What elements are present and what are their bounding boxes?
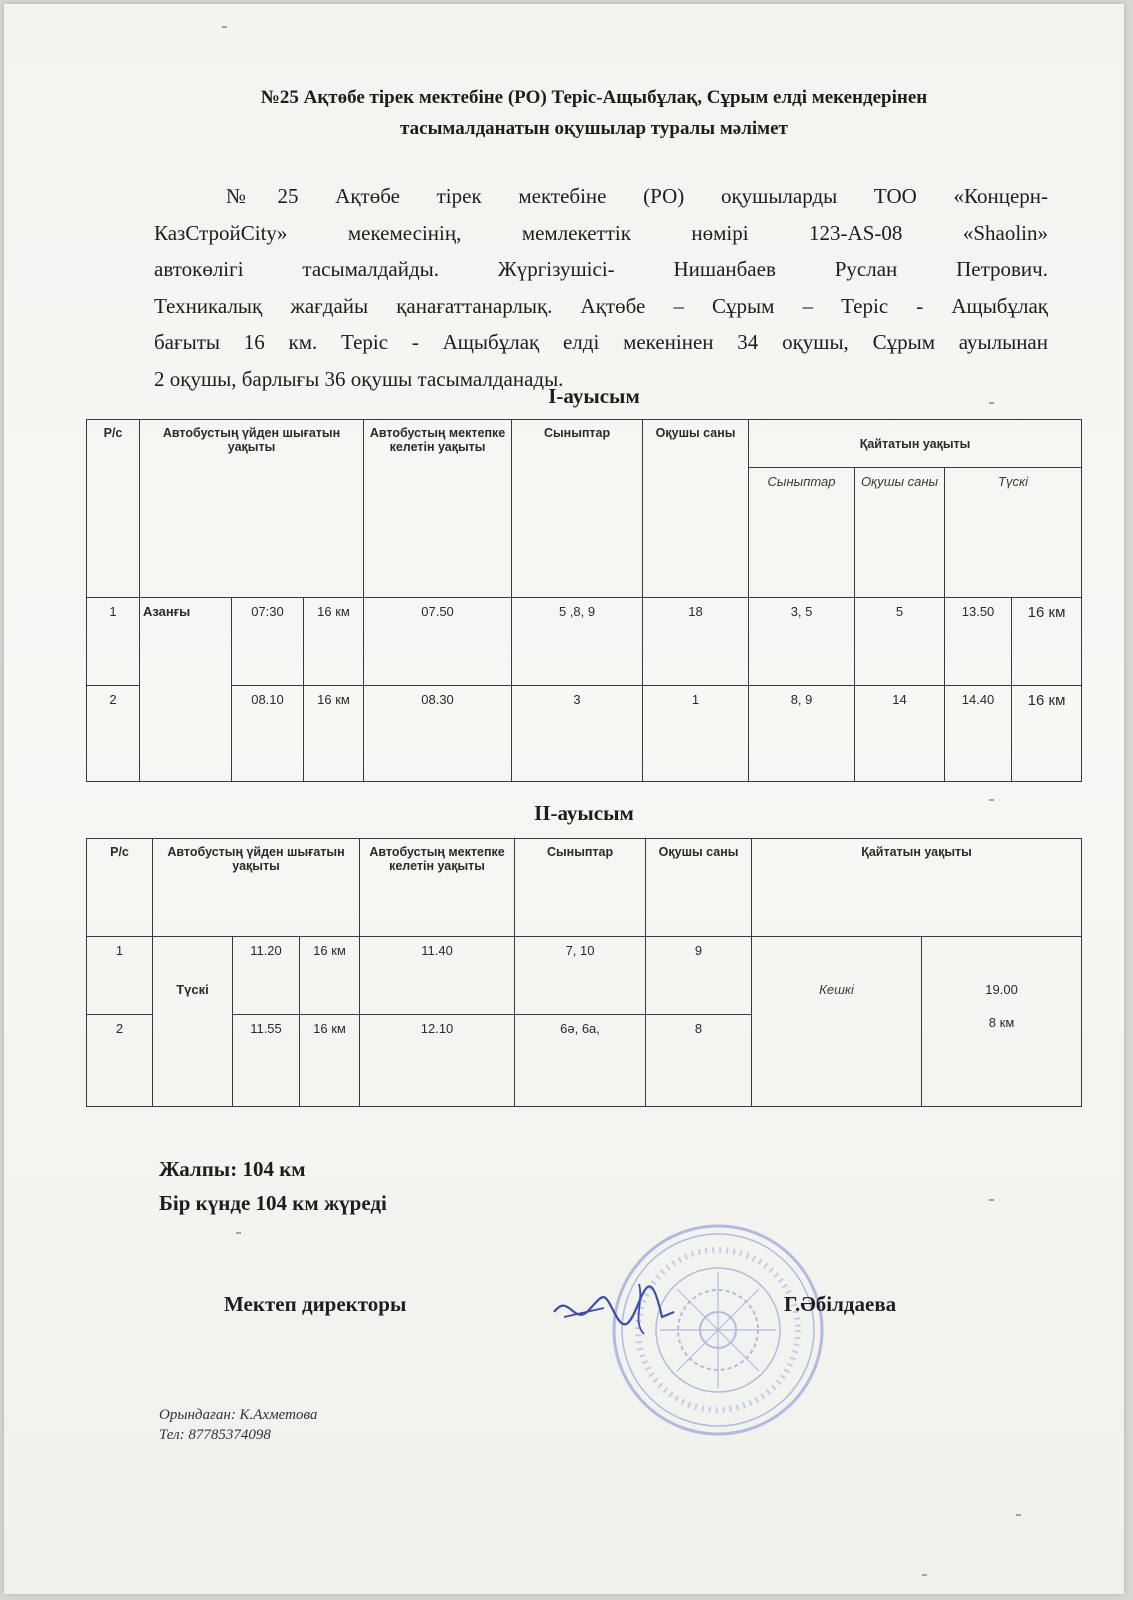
header-arrival: Автобустың мектепке келетін уақыты [360, 839, 515, 937]
cell-num: 2 [87, 1015, 153, 1107]
scan-speck [989, 1199, 994, 1201]
cell-return-count: 14 [855, 686, 945, 782]
title-line-1: №25 Ақтөбе тірек мектебіне (РО) Теріс-Ащыбұлақ, Сұрым елді мекендерінен [260, 87, 928, 108]
header-num: Р/с [87, 839, 153, 937]
scan-speck [922, 1574, 927, 1576]
cell-count: 9 [646, 937, 752, 1015]
cell-num: 2 [87, 686, 140, 782]
cell-period: Түскі [153, 937, 233, 1107]
cell-return-dist: 16 км [1012, 598, 1082, 686]
cell-grades: 3 [512, 686, 643, 782]
scan-speck [236, 1232, 241, 1234]
return-time-value: 19.00 [985, 982, 1018, 997]
header-return: Қайтатын уақыты [749, 420, 1082, 468]
header-return: Қайтатын уақыты [752, 839, 1082, 937]
shift1-table [86, 419, 1082, 782]
handwritten-signature-icon [544, 1272, 684, 1342]
cell-grades: 7, 10 [515, 937, 646, 1015]
scan-speck [989, 799, 994, 801]
daily-distance: Бір күнде 104 км жүреді [159, 1191, 387, 1215]
title-line-2: тасымалданатын оқушылар туралы мәлімет [400, 118, 788, 139]
header-grades: Сыныптар [515, 839, 646, 937]
scan-speck [1016, 1514, 1021, 1516]
scan-speck [222, 26, 227, 28]
document-title [144, 82, 1044, 144]
return-dist-value: 8 км [988, 1015, 1015, 1030]
paragraph-line: КазСтройCity» мекемесінің, мемлекеттік нөмірі 123-AS-08 «Shaolin» [154, 220, 1048, 245]
table-row [87, 598, 1082, 686]
cell-depart: 11.55 [233, 1015, 300, 1107]
cell-depart: 11.20 [233, 937, 300, 1015]
cell-depart: 08.10 [232, 686, 304, 782]
header-count: Оқушы саны [646, 839, 752, 937]
table-row [87, 686, 1082, 782]
header-grades: Сыныптар [512, 420, 643, 598]
executor-line: Орындаған: К.Ахметова [159, 1407, 318, 1423]
shift1-heading: I-ауысым [548, 384, 640, 408]
cell-return-time: 14.40 [945, 686, 1012, 782]
shift2-table [86, 838, 1082, 1107]
cell-arrive: 12.10 [360, 1015, 515, 1107]
document-sheet [4, 4, 1124, 1594]
intro-paragraph [154, 178, 1048, 397]
phone-line: Тел: 87785374098 [159, 1427, 271, 1443]
header-return-time: Түскі [945, 468, 1082, 598]
total-distance: Жалпы: 104 км [159, 1157, 306, 1181]
paragraph-line: Техникалық жағдайы қанағаттанарлық. Ақтөбе – Сұрым – Теріс - Ащыбұлақ [154, 293, 1048, 318]
cell-num: 1 [87, 598, 140, 686]
cell-return-count: 5 [855, 598, 945, 686]
cell-return-time: 13.50 [945, 598, 1012, 686]
table-row [87, 937, 1082, 1015]
cell-period: Азанғы [140, 598, 232, 782]
cell-arrive: 08.30 [364, 686, 512, 782]
paragraph-line: бағыты 16 км. Теріс - Ащыбұлақ елді мекенінен 34 оқушы, Сұрым ауылынан [154, 330, 1048, 354]
header-count: Оқушы саны [643, 420, 749, 598]
header-departure: Автобустың үйден шығатын уақыты [140, 420, 364, 598]
header-departure: Автобустың үйден шығатын уақыты [153, 839, 360, 937]
cell-grades: 5 ,8, 9 [512, 598, 643, 686]
cell-dist: 16 км [300, 1015, 360, 1107]
paragraph-line: 2 оқушы, барлығы 36 оқушы тасымалданады. [154, 366, 564, 391]
cell-return-time [922, 937, 1082, 1107]
cell-return-grades: 8, 9 [749, 686, 855, 782]
cell-return-grades: 3, 5 [749, 598, 855, 686]
cell-arrive: 07.50 [364, 598, 512, 686]
cell-depart: 07:30 [232, 598, 304, 686]
cell-return-period: Кешкі [752, 937, 922, 1107]
cell-count: 1 [643, 686, 749, 782]
header-return-grades: Сыныптар [749, 468, 855, 598]
header-num: Р/с [87, 420, 140, 598]
cell-count: 8 [646, 1015, 752, 1107]
cell-dist: 16 км [304, 598, 364, 686]
cell-arrive: 11.40 [360, 937, 515, 1015]
cell-count: 18 [643, 598, 749, 686]
shift2-heading: II-ауысым [534, 801, 634, 825]
header-arrival: Автобустың мектепке келетін уақыты [364, 420, 512, 598]
cell-dist: 16 км [300, 937, 360, 1015]
cell-num: 1 [87, 937, 153, 1015]
cell-return-dist: 16 км [1012, 686, 1082, 782]
paragraph-line: автокөлігі тасымалдайды. Жүргізушісі- Нишанбаев Руслан Петрович. [154, 257, 1048, 281]
signature-name: Г.Әбілдаева [784, 1292, 897, 1316]
cell-grades: 6ә, 6а, [515, 1015, 646, 1107]
signature-role: Мектеп директоры [224, 1292, 407, 1316]
scan-speck [989, 402, 994, 404]
header-return-count: Оқушы саны [855, 468, 945, 598]
cell-dist: 16 км [304, 686, 364, 782]
paragraph-line: №25 Ақтөбе тірек мектебіне (РО) оқушыларды ТОО «Концерн- [226, 184, 1048, 208]
